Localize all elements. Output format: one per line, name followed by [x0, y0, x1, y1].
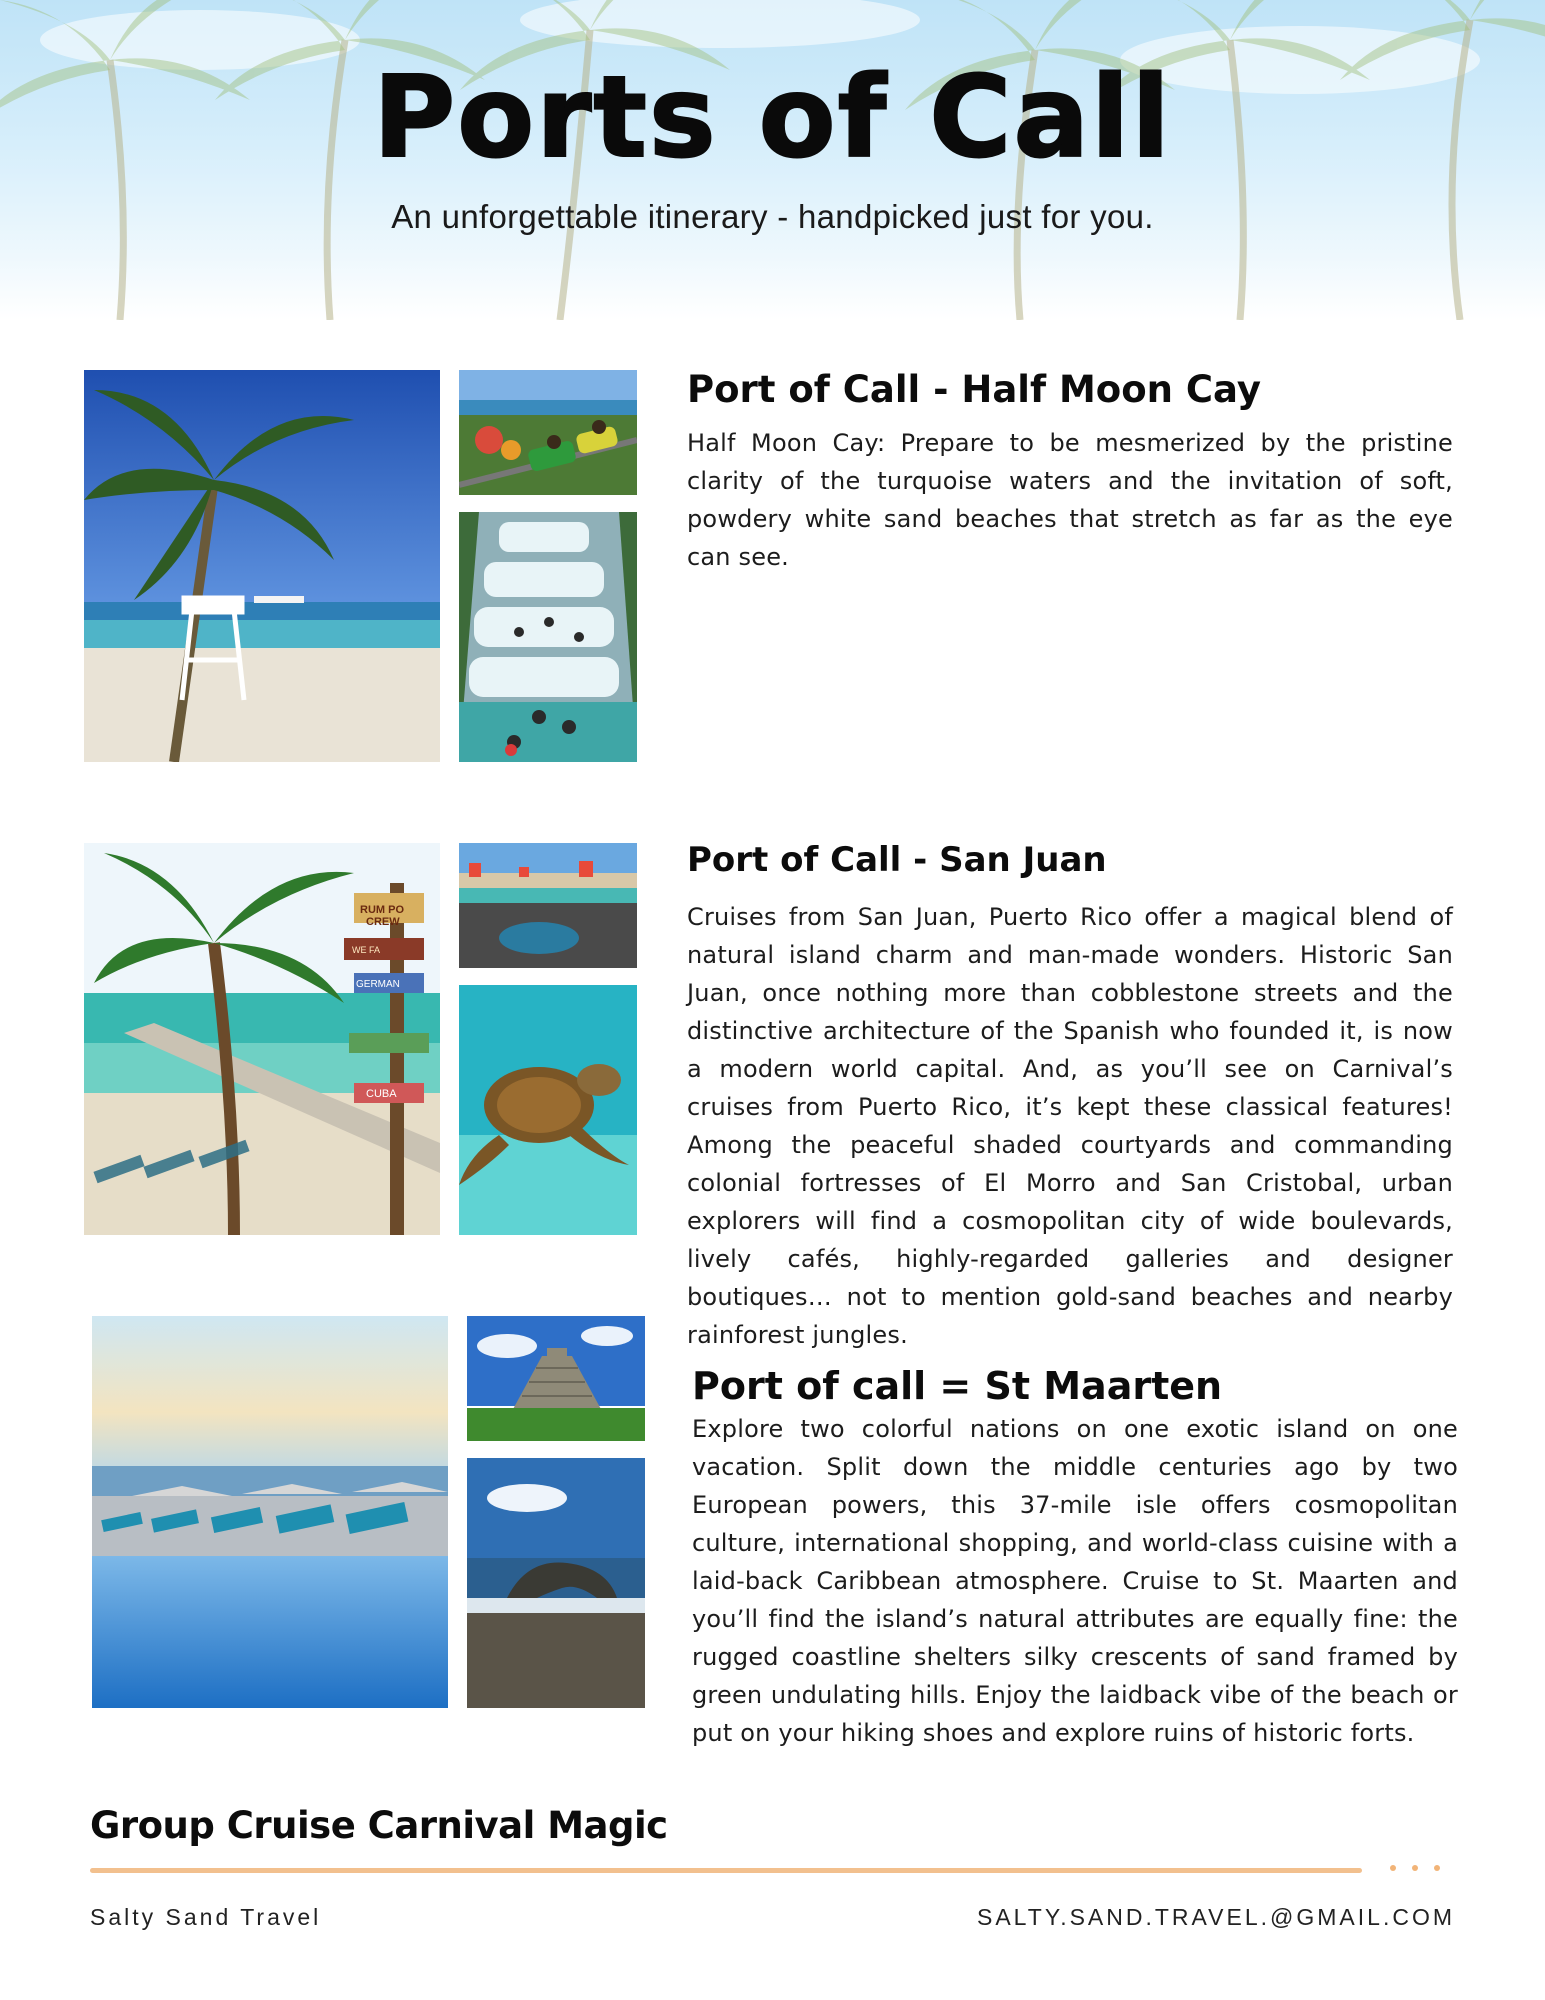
sign-german: GERMAN	[356, 979, 400, 990]
rock-arch-coast-photo	[467, 1458, 645, 1708]
page-title: Ports of Call	[373, 53, 1172, 183]
port-body-st-maarten: Explore two colorful nations on one exotic island on one vacation. Split down the middle centuries ago by two European powers, this 37-mile isle offers cosmopolitan culture, international shopping, and world-class cuisine with a laid-back Caribbean atmosphere. Cruise to St. Maarten and you’ll find the island’s natural attributes are equally fine: the rugged coastline shelters silky crescents of sand framed by green undulating hills. Enjoy the laidback vibe of the beach or put on your hiking shoes and explore ruins of historic forts.	[692, 1415, 1458, 1747]
company-name: Salty Sand Travel	[90, 1904, 322, 1930]
pier-palm-signpost-photo	[84, 843, 440, 1235]
port-body-san-juan: Cruises from San Juan, Puerto Rico offer a magical blend of natural island charm and man-made wonders. Historic San Juan, once nothing more than cobblestone streets and the distinctive architecture of the Spanish who founded it, is now a modern world capital. And, as you’ll see on Carnival’s cruises from Puerto Rico, it’s kept these classical features! Among the peaceful shaded courtyards and commanding colonial fortresses of El Morro and San Cristobal, urban explorers will find a cosmopolitan city of wide boulevards, lively cafés, highly-regarded galleries and designer boutiques… not to mention gold-sand beaches and nearby rainforest jungles.	[687, 903, 1453, 1349]
sign-cuba: CUBA	[366, 1088, 397, 1100]
sign-rum: RUM PO	[360, 904, 404, 916]
sea-turtle-photo	[459, 985, 637, 1235]
accent-divider	[90, 1868, 1362, 1873]
page-subtitle: An unforgettable itinerary - handpicked just for you.	[391, 198, 1154, 235]
decorative-dots	[1390, 1865, 1440, 1871]
port-body-half-moon-cay: Half Moon Cay: Prepare to be mesmerized by the pristine clarity of the turquoise waters and the invitation of soft, powdery white sand beaches that stretch as far as the eye can see.	[687, 429, 1453, 571]
mayan-pyramid-photo	[467, 1316, 645, 1441]
port-title-san-juan: Port of Call - San Juan	[687, 840, 1107, 880]
waterfall-climb-photo	[459, 512, 637, 762]
port-title-st-maarten: Port of call = St Maarten	[692, 1364, 1223, 1408]
sign-we-fa: WE FA	[352, 945, 381, 955]
alpine-coaster-photo	[459, 370, 637, 495]
rocky-coast-photo	[459, 843, 637, 968]
infinity-pool-loungers-photo	[92, 1316, 448, 1708]
group-cruise-title: Group Cruise Carnival Magic	[90, 1804, 668, 1847]
header-banner	[0, 0, 1545, 320]
palm-beach-lifeguard-photo	[84, 370, 440, 762]
port-title-half-moon-cay: Port of Call - Half Moon Cay	[687, 368, 1261, 411]
contact-email: SALTY.SAND.TRAVEL.@GMAIL.COM	[977, 1904, 1455, 1930]
sign-crew: CREW	[366, 916, 400, 928]
